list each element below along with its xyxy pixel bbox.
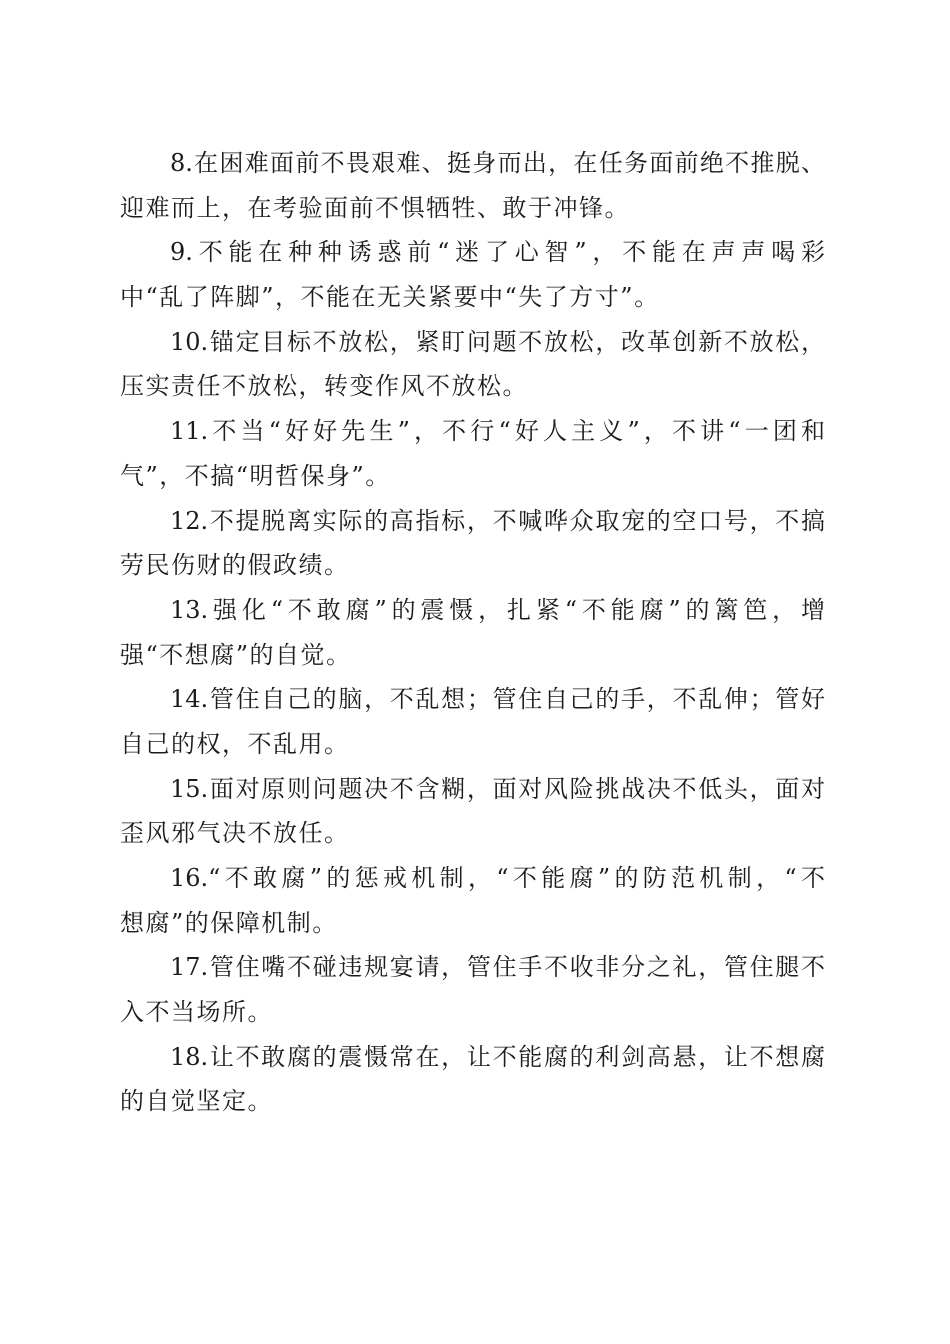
paragraph-line: 气”，不搞“明哲保身”。 bbox=[120, 461, 391, 490]
list-item-18 bbox=[120, 1035, 825, 1124]
paragraph-line: 压实责任不放松，转变作风不放松。 bbox=[120, 372, 528, 401]
paragraph-line: 8.在困难面前不畏艰难、挺身而出，在任务面前绝不推脱、 bbox=[170, 149, 825, 177]
list-item-15 bbox=[120, 767, 825, 856]
paragraph-line: 18.让不敢腐的震慑常在，让不能腐的利剑高悬，让不想腐 bbox=[170, 1042, 825, 1071]
paragraph-line: 自己的权，不乱用。 bbox=[120, 729, 350, 758]
list-item-11 bbox=[120, 409, 825, 498]
paragraph-line: 9.不能在种种诱惑前“迷了心智”，不能在声声喝彩 bbox=[170, 238, 825, 267]
paragraph-line: 中“乱了阵脚”，不能在无关紧要中“失了方寸”。 bbox=[120, 283, 660, 312]
list-item-13 bbox=[120, 588, 825, 677]
paragraph-line: 想腐”的保障机制。 bbox=[120, 908, 338, 937]
paragraph-line: 入不当场所。 bbox=[120, 998, 273, 1027]
list-item-14 bbox=[120, 677, 825, 766]
paragraph-line: 强“不想腐”的自觉。 bbox=[120, 640, 352, 669]
paragraph-line: 劳民伤财的假政绩。 bbox=[120, 551, 350, 580]
list-item-10 bbox=[120, 320, 825, 409]
list-item-16 bbox=[120, 856, 825, 945]
paragraph-line: 16.“不敢腐”的惩戒机制，“不能腐”的防范机制，“不 bbox=[170, 864, 825, 892]
paragraph-line: 歪风邪气决不放任。 bbox=[120, 819, 350, 848]
paragraph-line: 10.锚定目标不放松，紧盯问题不放松，改革创新不放松， bbox=[170, 327, 825, 356]
paragraph-line: 15.面对原则问题决不含糊，面对风险挑战决不低头，面对 bbox=[170, 774, 825, 803]
paragraph-line: 迎难而上，在考验面前不惧牺牲、敢于冲锋。 bbox=[120, 193, 630, 222]
paragraph-line: 12.不提脱离实际的高指标，不喊哗众取宠的空口号，不搞 bbox=[170, 506, 825, 535]
document-body bbox=[120, 141, 825, 1124]
paragraph-line: 14.管住自己的脑，不乱想；管住自己的手，不乱伸；管好 bbox=[170, 685, 825, 714]
paragraph-line: 17.管住嘴不碰违规宴请，管住手不收非分之礼，管住腿不 bbox=[170, 953, 825, 982]
paragraph-line: 的自觉坚定。 bbox=[120, 1087, 273, 1116]
list-item-17 bbox=[120, 945, 825, 1034]
list-item-8 bbox=[120, 141, 825, 230]
list-item-9 bbox=[120, 230, 825, 319]
paragraph-line: 11.不当“好好先生”，不行“好人主义”，不讲“一团和 bbox=[170, 417, 825, 446]
list-item-12 bbox=[120, 499, 825, 588]
paragraph-line: 13.强化“不敢腐”的震慑，扎紧“不能腐”的篱笆，增 bbox=[170, 595, 825, 624]
